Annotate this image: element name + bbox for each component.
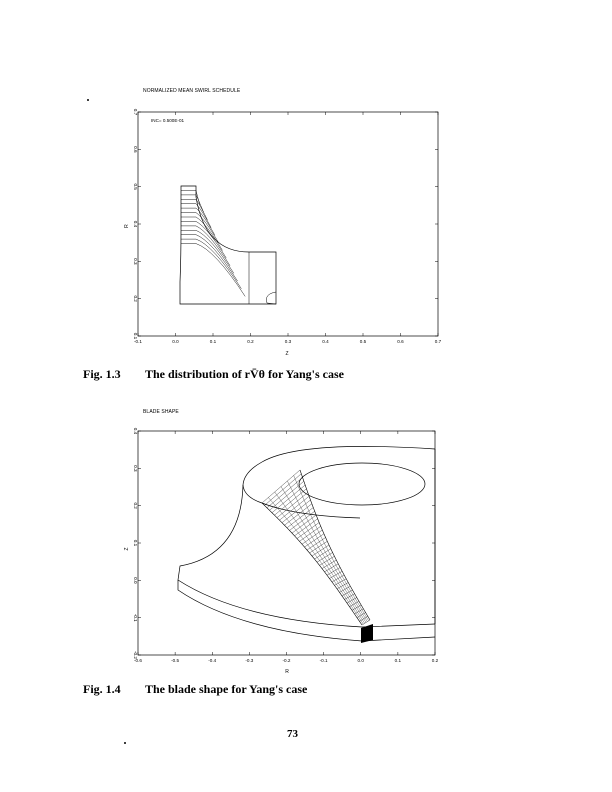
figure1-x-ticks — [134, 112, 442, 344]
swirl-contour-line — [181, 239, 241, 289]
blade-span-line — [281, 487, 366, 623]
x-tick-label: -0.3 — [245, 658, 254, 663]
swirl-contour-line — [181, 235, 238, 281]
y-tick-label: 0.5 — [133, 183, 138, 190]
x-tick-label: 0.2 — [247, 339, 254, 344]
figure1-y-label: R — [124, 224, 130, 228]
x-tick-label: 0.3 — [284, 339, 292, 344]
x-tick-label: -0.2 — [282, 658, 291, 663]
figure1-x-label: Z — [285, 351, 289, 357]
figure1-swirl-contours — [181, 190, 245, 296]
figure2-y-label: Z — [124, 547, 130, 551]
blade-trailing-edge — [300, 470, 370, 620]
x-tick-label: -0.4 — [208, 658, 217, 663]
x-tick-label: 0.2 — [431, 658, 439, 663]
x-tick-label: 0.0 — [172, 339, 179, 344]
x-tick-label: -0.6 — [134, 658, 142, 663]
y-tick-label: 0.1 — [133, 332, 138, 340]
figure2-plot-title: BLADE SHAPE — [143, 409, 179, 415]
y-tick-label: 0.1 — [133, 539, 138, 547]
y-tick-label: -0.2 — [133, 651, 138, 659]
y-tick-label: -0.1 — [133, 613, 138, 622]
x-tick-label: -0.5 — [171, 658, 180, 663]
x-tick-label: 0.7 — [434, 339, 442, 344]
y-tick-label: 0.6 — [133, 146, 138, 153]
y-tick-label: 0.2 — [133, 295, 138, 302]
y-tick-label: 0.4 — [133, 427, 138, 435]
figure2-impeller-geometry — [178, 446, 435, 641]
y-tick-label: 0.3 — [133, 258, 138, 265]
blade-span-line — [287, 481, 367, 622]
figure2-blade-mesh — [262, 470, 370, 625]
figure1-caption-number: Fig. 1.3 — [83, 367, 121, 381]
x-tick-label: 0.1 — [209, 339, 217, 344]
figure2-caption: The blade shape for Yang's case — [145, 682, 308, 696]
figure1-inc-label: INC= 0.500E-01 — [151, 118, 185, 123]
figure1-caption: The distribution of rV̄θ for Yang's case — [145, 367, 344, 381]
x-tick-label: 0.6 — [397, 339, 404, 344]
y-tick-label: 0.7 — [133, 108, 138, 116]
figure1-y-ticks — [133, 109, 438, 340]
x-tick-label: 0.5 — [359, 339, 367, 344]
scan-dot-bottom — [124, 742, 126, 744]
x-tick-label: 0.1 — [394, 658, 402, 663]
x-tick-label: -0.1 — [134, 339, 142, 344]
figure1-frame — [138, 112, 438, 336]
figure1-plot — [110, 100, 455, 360]
x-tick-label: -0.1 — [319, 658, 328, 663]
page-number: 73 — [287, 728, 298, 740]
blade-span-line — [275, 492, 365, 623]
figure2-frame — [138, 431, 435, 655]
figure2-caption-number: Fig. 1.4 — [83, 682, 121, 696]
figure2-x-label: R — [285, 669, 289, 675]
y-tick-label: 0.2 — [133, 502, 138, 509]
figure1-corner-bubble — [266, 292, 276, 304]
blade-leading-edge — [262, 503, 362, 625]
figure1-plot-title: NORMALIZED MEAN SWIRL SCHEDULE — [143, 88, 241, 94]
y-tick-label: 0.3 — [133, 465, 138, 472]
x-tick-label: 0.4 — [322, 339, 329, 344]
y-tick-label: 0.4 — [133, 220, 138, 228]
y-tick-label: 0.0 — [133, 577, 138, 584]
figure2-plot — [110, 420, 455, 675]
x-tick-label: 0.0 — [357, 658, 364, 663]
scan-dot-top — [87, 99, 89, 101]
figure2-y-ticks — [133, 428, 435, 660]
